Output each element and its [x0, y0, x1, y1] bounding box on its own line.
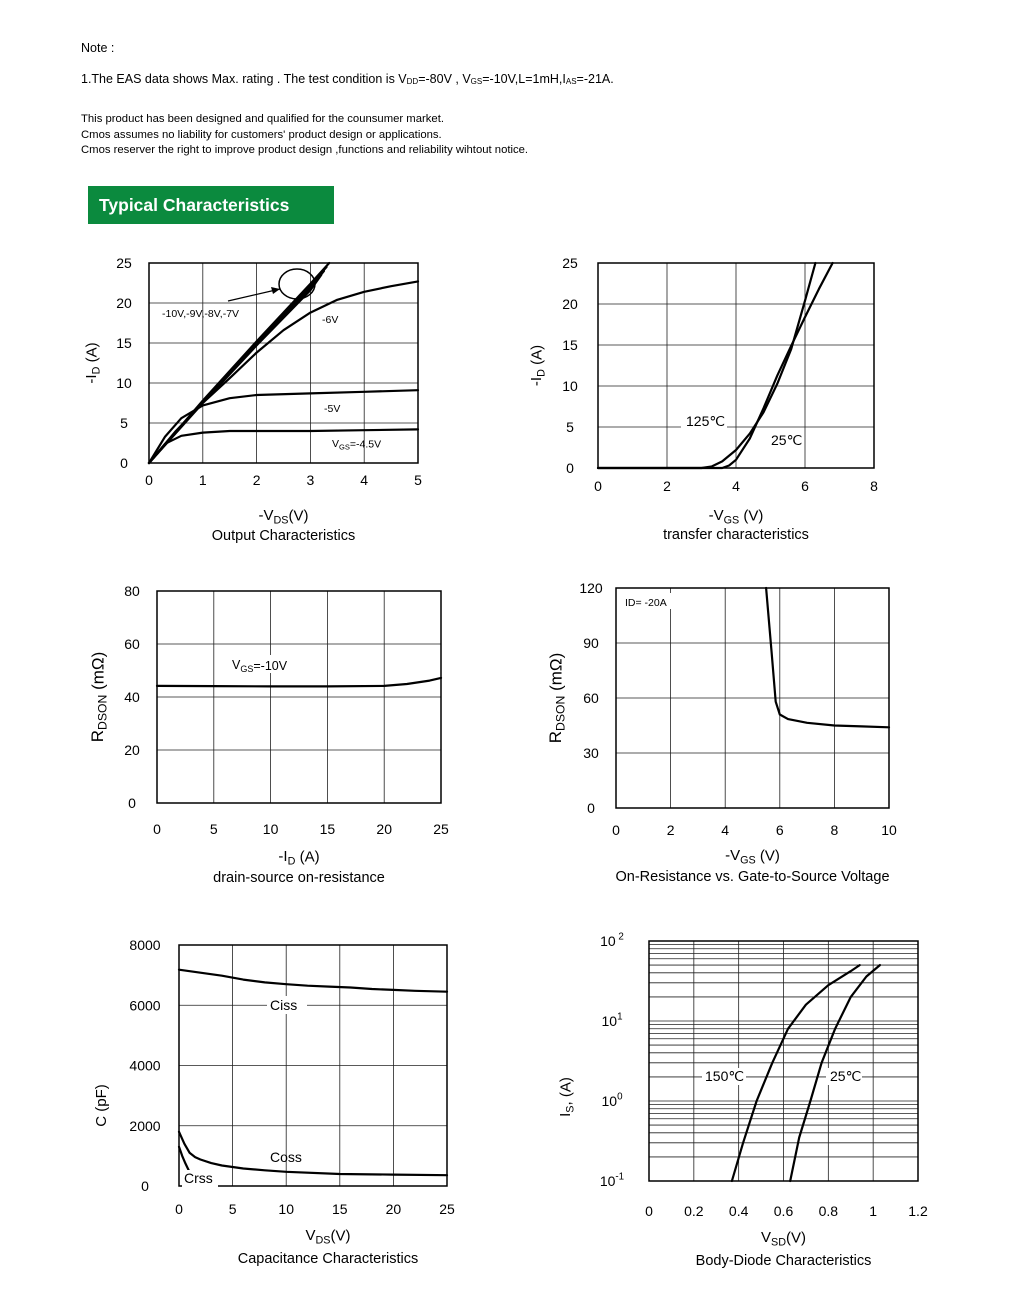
disclaimer-line: Cmos reserver the right to improve product design ,functions and reliability wihtout notice.: [81, 144, 529, 156]
annotations: [228, 655, 296, 674]
annotation-5v: -5V: [324, 403, 341, 415]
x-tick-label: 0: [594, 478, 602, 494]
chart-title: On-Resistance vs. Gate-to-Source Voltage: [615, 869, 890, 885]
y-tick-label: $10^0$: [601, 1091, 623, 1109]
y-axis-label: $I_S$, (A): [557, 1077, 577, 1117]
x-tick-label: 20: [376, 821, 392, 837]
y-tick-label: 25: [562, 255, 578, 271]
y-tick-label: 40: [124, 689, 140, 705]
gridlines: [179, 945, 447, 1186]
x-tick-label: 20: [385, 1201, 402, 1217]
chart-title: Output Characteristics: [211, 528, 356, 544]
annotation-6v: -6V: [322, 314, 339, 326]
section-title: Typical Characteristics: [88, 186, 334, 224]
chart-title: Body-Diode Characteristics: [695, 1253, 872, 1269]
y-tick-label: 60: [583, 690, 599, 706]
y-tick-label: 15: [562, 337, 578, 353]
x-tick-label: 0.4: [728, 1203, 749, 1219]
y-axis-label: $R_{DSON}$ (mΩ): [88, 651, 110, 743]
x-axis-label: $-V_{DS}(V)$: [258, 507, 309, 527]
annotation-gate-voltages: -10V,-9V,-8V,-7V: [162, 308, 240, 320]
y-tick-label: 0: [141, 1178, 149, 1194]
y-tick-label: 2000: [129, 1117, 161, 1134]
series-line: [179, 970, 447, 992]
y-tick-label: 4000: [129, 1057, 161, 1074]
y-axis-label: C (pF): [93, 1084, 110, 1127]
note-eas-condition: 1.The EAS data shows Max. rating . The test condition is $V_{DD}=-80V$ , $V_{GS}=-10V,L=1mH,I_{AS}=-21A$.: [81, 72, 614, 86]
y-tick-label: 60: [124, 636, 140, 652]
y-tick-label: 90: [583, 635, 599, 651]
series-curves: [179, 970, 447, 1181]
x-tick-label: 15: [319, 821, 336, 837]
y-tick-label: 5: [566, 419, 574, 435]
x-axis-label: $V_{SD}(V)$: [760, 1229, 807, 1249]
annotation-vgs-4-5v: $V_{GS}=-4.5V$: [332, 438, 382, 452]
annotation-arrowhead: [271, 287, 280, 294]
chart-rdson_id: [88, 583, 449, 886]
x-axis-label: $-I_D$ (A): [278, 848, 320, 868]
x-tick-label: 0: [153, 821, 161, 837]
x-tick-label: 8: [830, 822, 839, 838]
annotation-coss: Coss: [270, 1149, 302, 1165]
note-title: Note :: [81, 41, 115, 55]
x-tick-label: 0.8: [818, 1203, 839, 1219]
y-axis-label: $-I_D$ (A): [83, 342, 103, 384]
chart-title: Capacitance Characteristics: [237, 1251, 419, 1267]
x-tick-label: 4: [732, 478, 740, 494]
x-tick-label: 10: [262, 821, 279, 837]
y-tick-label: 120: [579, 580, 603, 596]
annotations: [182, 996, 307, 1187]
gridlines: [598, 263, 874, 468]
chart-title: transfer characteristics: [663, 527, 809, 543]
y-tick-label: 0: [120, 455, 128, 471]
x-tick-label: 0: [145, 472, 153, 488]
annotation-crss: Crss: [184, 1170, 213, 1186]
y-tick-label: 0: [566, 460, 574, 476]
y-tick-label: 25: [116, 255, 132, 271]
x-tick-label: 1: [869, 1203, 878, 1219]
x-tick-label: 10: [881, 822, 897, 838]
y-tick-label: 20: [124, 742, 140, 758]
x-tick-label: 5: [228, 1201, 237, 1217]
x-axis-label: $V_{DS}(V)$: [305, 1227, 351, 1247]
y-tick-label: 20: [562, 296, 578, 312]
series-line: [157, 678, 441, 687]
chart-output: [83, 255, 422, 544]
annotations: [702, 1068, 862, 1085]
y-tick-label: 0: [128, 795, 136, 811]
annotation-150c: 150℃: [705, 1068, 745, 1084]
x-tick-label: 5: [414, 472, 422, 488]
x-tick-label: 6: [801, 478, 809, 494]
gridlines: [157, 591, 441, 803]
x-tick-label: 2: [252, 472, 261, 488]
chart-title: drain-source on-resistance: [213, 870, 385, 886]
y-tick-label: 6000: [129, 997, 161, 1014]
series-curves: [157, 678, 441, 687]
y-tick-label: 30: [583, 745, 599, 761]
y-tick-label: 10 $^2$: [600, 931, 624, 949]
x-tick-label: 4: [360, 472, 369, 488]
annotation-id-20a: ID= -20A: [625, 597, 667, 609]
chart-rdson_vgs: [546, 580, 897, 885]
series-line: [149, 390, 418, 463]
y-tick-label: 15: [116, 335, 132, 351]
y-tick-label: 20: [116, 295, 132, 311]
disclaimer-line: This product has been designed and qualified for the counsumer market.: [81, 113, 444, 125]
disclaimer-line: Cmos assumes no liability for customers' product design or applications.: [81, 128, 442, 141]
chart-body_diode: [557, 932, 928, 1269]
annotation-125c: 125℃: [686, 413, 726, 429]
gridlines: [649, 941, 918, 1181]
series-curves: [766, 588, 889, 727]
x-tick-label: 4: [721, 822, 730, 838]
x-tick-label: 0.6: [773, 1203, 794, 1219]
annotation-25c: 25℃: [771, 432, 803, 448]
x-tick-label: 1.2: [908, 1203, 928, 1219]
chart-transfer: [528, 255, 878, 543]
y-tick-label: 10: [562, 378, 578, 394]
x-tick-label: 0: [645, 1203, 653, 1219]
x-axis-label: $-V_{GS}$ (V): [708, 507, 764, 527]
x-tick-label: 0.2: [684, 1203, 704, 1219]
y-axis-label: $R_{DSON}$ (mΩ): [546, 652, 568, 744]
y-tick-label: 0: [587, 800, 595, 816]
y-axis-label: $-I_D$ (A): [528, 344, 548, 387]
series-line: [179, 1132, 447, 1175]
x-tick-label: 15: [332, 1201, 348, 1217]
x-tick-label: 2: [666, 822, 675, 838]
x-tick-label: 25: [433, 821, 449, 837]
x-tick-label: 0: [175, 1201, 183, 1217]
x-tick-label: 0: [612, 822, 620, 838]
series-line: [766, 588, 889, 727]
x-tick-label: 10: [278, 1201, 294, 1217]
annotations: [622, 593, 674, 609]
y-tick-label: $10^{-1}$: [599, 1171, 625, 1189]
y-tick-label: $10^1$: [601, 1011, 623, 1029]
annotation-vgs-10v: $V_{GS}=-10V$: [232, 658, 288, 674]
x-tick-label: 25: [439, 1201, 455, 1217]
chart-capacitance: [93, 937, 455, 1267]
x-tick-label: 5: [209, 821, 218, 837]
x-tick-label: 6: [775, 822, 784, 838]
y-tick-label: 10: [116, 375, 132, 391]
y-tick-label: 8000: [129, 937, 161, 953]
x-tick-label: 8: [870, 478, 878, 494]
x-axis-label: $-V_{GS}$ (V): [725, 847, 780, 867]
gridlines: [616, 588, 889, 808]
x-tick-label: 3: [306, 472, 315, 488]
x-tick-label: 1: [198, 472, 207, 488]
annotation-25c: 25℃: [830, 1068, 862, 1084]
y-tick-label: 5: [120, 415, 128, 431]
x-tick-label: 2: [663, 478, 671, 494]
y-tick-label: 80: [124, 583, 140, 599]
annotation-ciss: Ciss: [270, 997, 298, 1013]
